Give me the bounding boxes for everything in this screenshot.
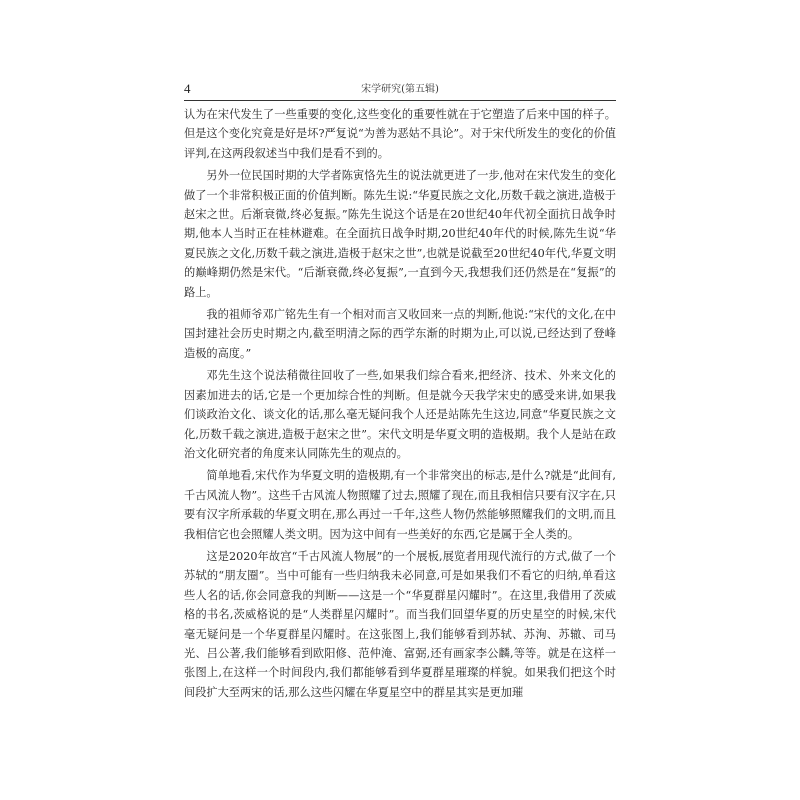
paragraph: 另外一位民国时期的大学者陈寅恪先生的说法就更进了一步,他对在宋代发生的变化做了一个非常积极正面的价值判断。陈先生说:“华夏民族之文化,历数千载之演进,造极于赵宋之世。后渐衰微,终必复振。”陈先生说这个话是在20世纪40年代初全面抗日战争时期,他本人当时正在桂林避难。在全面抗日战争时期,20世纪40年代的时候,陈先生说“华夏民族之文化,历数千载之演进,造极于赵宋之世”,也就是说截至20世纪40年代,华夏文明的巅峰期仍然是宋代。“后渐衰微,终必复振”,一直到今天,我想我们还仍然是在“复振”的路上。 [184,169,616,299]
paragraph: 邓先生这个说法稍微往回收了一些,如果我们综合看来,把经济、技术、外来文化的因素加进去的话,它是一个更加综合性的判断。但是就今天我学宋史的感受来讲,如果我们谈政治文化、谈文化的话,那么毫无疑问我个人还是站陈先生这边,同意“华夏民族之文化,历数千载之演进,造极于赵宋之世”。宋代文明是华夏文明的造极期。我个人是站在政治文化研究者的角度来认同陈先生的观点的。 [184,369,616,460]
running-header [184,80,616,98]
body-text [184,105,616,705]
paragraph: 我的祖师爷邓广铭先生有一个相对而言又收回来一点的判断,他说:“宋代的文化,在中国封建社会历史时期之内,截至明清之际的西学东渐的时期为止,可以说,已经达到了登峰造极的高度。” [184,308,616,360]
header-rule [184,100,616,101]
paragraph: 认为在宋代发生了一些重要的变化,这些变化的重要性就在于它塑造了后来中国的样子。但是这个变化究竟是好是坏?严复说“为善为恶姑不具论”。对于宋代所发生的变化的价值评判,在这两段叙述当中我们是看不到的。 [184,108,616,160]
running-title: 宋学研究(第五辑) [361,84,439,95]
page-number: 4 [184,81,191,96]
paragraph: 简单地看,宋代作为华夏文明的造极期,有一个非常突出的标志,是什么?就是“此间有,千古风流人物”。这些千古风流人物照耀了过去,照耀了现在,而且我相信只要有汉字在,只要有汉字所承载的华夏文明在,那么再过一千年,这些人物仍然能够照耀我们的文明,而且我相信它也会照耀人类文明。因为这中间有一些美好的东西,它是属于全人类的。 [184,469,616,541]
paragraph: 这是2020年故宫“千古风流人物展”的一个展板,展览者用现代流行的方式,做了一个苏轼的“朋友圈”。当中可能有一些归纳我未必同意,可是如果我们不看它的归纳,单看这些人名的话,你会同意我的判断——这是一个“华夏群星闪耀时”。在这里,我借用了茨威格的书名,茨威格说的是“人类群星闪耀时”。而当我们回望华夏的历史星空的时候,宋代毫无疑问是一个华夏群星闪耀时。在这张图上,我们能够看到苏轼、苏洵、苏辙、司马光、吕公著,我们能够看到欧阳修、范仲淹、富弼,还有画家李公麟,等等。就是在这样一张图上,在这样一个时间段内,我们都能够看到华夏群星璀璨的样貌。如果我们把这个时间段扩大至两宋的话,那么这些闪耀在华夏星空中的群星其实是更加璀 [184,549,616,699]
